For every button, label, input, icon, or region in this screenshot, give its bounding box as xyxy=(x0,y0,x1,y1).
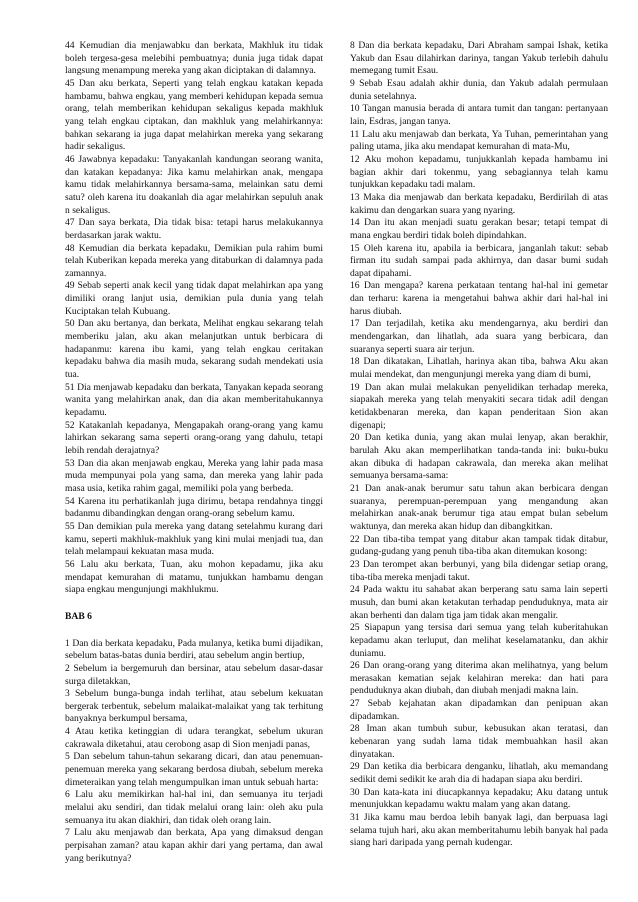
verse: 15 Oleh karena itu, apabila ia berbicara, janganlah takut: sebab firman itu sudah sampai pada akhirnya, dan dasar bumi sudah dapat dipahami. xyxy=(350,242,608,279)
verse: 23 Dan terompet akan berbunyi, yang bila didengar setiap orang, tiba-tiba mereka menjadi takut. xyxy=(350,558,608,583)
verse: 21 Dan anak-anak berumur satu tahun akan berbicara dengan suaranya, perempuan-perempuan yang mengandung akan melahirkan anak-anak berumur tiga atau empat bulan sebelum waktunya, dan mereka akan hidup dan dibangkitkan. xyxy=(350,482,608,532)
verse: 18 Dan dikatakan, Lihatlah, harinya akan tiba, bahwa Aku akan mulai mendekat, dan mengunjungi mereka yang diam di bumi, xyxy=(350,356,608,381)
chapter-6-verses xyxy=(65,638,323,866)
verse: 50 Dan aku bertanya, dan berkata, Melihat engkau sekarang telah memberiku jalan, aku akan melanjutkan untuk berbicara di hadapanmu: karena ibu kami, yang telah engkau ceritakan kepadaku bahwa dia masih muda, sekarang sudah mendekati usia tua. xyxy=(65,318,323,381)
verse: 13 Maka dia menjawab dan berkata kepadaku, Berdirilah di atas kakimu dan dengarkan suara yang nyaring. xyxy=(350,191,608,216)
verse: 11 Lalu aku menjawab dan berkata, Ya Tuhan, pemerintahan yang paling utama, jika aku mendapat kemurahan di mata-Mu, xyxy=(350,128,608,153)
verse: 14 Dan itu akan menjadi suatu gerakan besar; tetapi tempat di mana engkau berdiri tidak boleh dipindahkan. xyxy=(350,217,608,241)
verse: 6 Lalu aku memikirkan hal-hal ini, dan semuanya itu terjadi melalui aku sendiri, dan tidak melalui orang lain: oleh aku pula semuanya itu akan diakhiri, dan tidak oleh orang lain. xyxy=(65,789,323,826)
verse: 12 Aku mohon kepadamu, tunjukkanlah kepada hambamu ini bagian akhir dari tokenmu, yang sebagiannya telah kamu tunjukkan kepadaku tadi malam. xyxy=(350,153,608,191)
verse: 30 Dan kata-kata ini diucapkannya kepadaku; Aku datang untuk menunjukkan kepadamu waktu malam yang akan datang. xyxy=(350,786,608,811)
verse: 29 Dan ketika dia berbicara denganku, lihatlah, aku memandang sedikit demi sedikit ke arah dia di hadapan siapa aku berdiri. xyxy=(350,761,608,786)
chapter-5-verses xyxy=(65,40,323,597)
verse: 31 Jika kamu mau berdoa lebih banyak lagi, dan berpuasa lagi selama tujuh hari, aku akan memberitahumu lebih banyak hal pada siang hari daripada yang pernah kudengar. xyxy=(350,812,608,849)
verse: 20 Dan ketika dunia, yang akan mulai lenyap, akan berakhir, barulah Aku akan memperlihatkan tanda-tanda ini: buku-buku akan dibuka di hadapan cakrawala, dan mereka akan melihat semuanya bersama-sama: xyxy=(350,432,608,482)
verse: 52 Katakanlah kepadanya, Mengapakah orang-orang yang kamu lahirkan sekarang sama seperti orang-orang yang dahulu, tetapi lebih rendah derajatnya? xyxy=(65,419,323,456)
verse: 8 Dan dia berkata kepadaku, Dari Abraham sampai Ishak, ketika Yakub dan Esau dilahirkan darinya, tangan Yakub terlebih dahulu memegang tumit Esau. xyxy=(350,40,608,77)
verse: 56 Lalu aku berkata, Tuan, aku mohon kepadamu, jika aku mendapat kemurahan di matamu, tunjukkan hambamu dengan siapa engkau mengunjungi makhlukmu. xyxy=(65,558,323,596)
verse: 5 Dan sebelum tahun-tahun sekarang dicari, dan atau penemuan-penemuan mereka yang sekarang berdosa diubah, sebelum mereka dimeteraikan yang telah mengumpulkan iman untuk sebuah harta: xyxy=(65,751,323,788)
verse: 3 Sebelum bunga-bunga indah terlihat, atau sebelum kekuatan bergerak terbentuk, sebelum malaikat-malaikat yang tak terhitung banyaknya berkumpul bersama, xyxy=(65,688,323,725)
verse: 49 Sebab seperti anak kecil yang tidak dapat melahirkan apa yang dimiliki orang lanjut usia, demikian pula dunia yang telah Kuciptakan telah Kubuang. xyxy=(65,280,323,317)
verse: 47 Dan saya berkata, Dia tidak bisa: tetapi harus melakukannya berdasarkan jarak waktu. xyxy=(65,217,323,241)
verse: 48 Kemudian dia berkata kepadaku, Demikian pula rahim bumi telah Kuberikan kepada mereka yang ditaburkan di dalamnya pada zamannya. xyxy=(65,242,323,279)
verse: 28 Iman akan tumbuh subur, kebusukan akan teratasi, dan kebenaran yang sudah lama tidak membuahkan hasil akan dinyatakan. xyxy=(350,723,608,760)
verse: 27 Sebab kejahatan akan dipadamkan dan penipuan akan dipadamkan. xyxy=(350,698,608,722)
chapter-heading: BAB 6 xyxy=(65,610,92,622)
right-column xyxy=(350,40,608,902)
verse: 19 Dan akan mulai melakukan penyelidikan terhadap mereka, siapakah mereka yang telah menyakiti secara tidak adil dengan ketidakbenaran mereka, dan kapan penderitaan Sion akan digenapi; xyxy=(350,381,608,431)
verse: 4 Atau ketika ketinggian di udara terangkat, sebelum ukuran cakrawala diketahui, atau cerobong asap di Sion menjadi panas, xyxy=(65,726,323,750)
verse: 2 Sebelum ia bergemuruh dan bersinar, atau sebelum dasar-dasar surga diletakkan, xyxy=(65,662,323,687)
verse: 10 Tangan manusia berada di antara tumit dan tangan: pertanyaan lain, Esdras, jangan tanya. xyxy=(350,103,608,127)
verse: 24 Pada waktu itu sahabat akan berperang satu sama lain seperti musuh, dan bumi akan ketakutan terhadap penduduknya, mata air akan berhenti dan dalam tiga jam tidak akan mengalir. xyxy=(350,584,608,621)
verse: 53 Dan dia akan menjawab engkau, Mereka yang lahir pada masa muda mempunyai pola yang sama, dan mereka yang lahir pada masa usia, ketika rahim gagal, memiliki pola yang berbeda. xyxy=(65,457,323,494)
verse: 55 Dan demikian pula mereka yang datang setelahmu kurang dari kamu, seperti makhluk-makhluk yang kini mulai menjadi tua, dan telah melampaui kekuatan masa muda. xyxy=(65,520,323,558)
verse: 46 Jawabnya kepadaku: Tanyakanlah kandungan seorang wanita, dan katakan kepadanya: Jika kamu melahirkan anak, mengapa kamu tidak melahirkannya bersama-sama, melainkan satu demi satu? oleh karena itu doakanlah dia agar melahirkan sepuluh anak n sekaligus. xyxy=(65,153,323,216)
verse: 16 Dan mengapa? karena perkataan tentang hal-hal ini gemetar dan terharu: karena ia mengetahui bahwa akhir dari hal-hal ini harus diubah. xyxy=(350,280,608,317)
verse: 26 Dan orang-orang yang diterima akan melihatnya, yang belum merasakan kematian sejak kelahiran mereka: dan hati para penduduknya akan diubah, dan diubah menjadi makna lain. xyxy=(350,660,608,697)
verse: 17 Dan terjadilah, ketika aku mendengarnya, aku berdiri dan mendengarkan, dan lihatlah, ada suara yang berbicara, dan suaranya seperti suara air terjun. xyxy=(350,318,608,355)
left-column xyxy=(65,40,323,902)
verse: 44 Kemudian dia menjawabku dan berkata, Makhluk itu tidak boleh tergesa-gesa melebihi pembuatnya; dunia juga tidak dapat langsung menampung mereka yang akan diciptakan di dalamnya. xyxy=(65,40,323,77)
verse: 45 Dan aku berkata, Seperti yang telah engkau katakan kepada hambamu, bahwa engkau, yang memberi kehidupan kepada semua orang, telah memberikan kehidupan sekaligus kepada makhluk yang telah engkau ciptakan, dan makhluk yang melahirkannya: bahkan sekarang ia juga dapat melahirkan mereka yang sekarang hadir sekaligus. xyxy=(65,77,323,153)
verse: 51 Dia menjawab kepadaku dan berkata, Tanyakan kepada seorang wanita yang melahirkan anak, dan dia akan memberitahukannya kepadamu. xyxy=(65,381,323,419)
verse: 22 Dan tiba-tiba tempat yang ditabur akan tampak tidak ditabur, gudang-gudang yang penuh tiba-tiba akan ditemukan kosong: xyxy=(350,533,608,558)
verse: 54 Karena itu perhatikanlah juga dirimu, betapa rendahnya tinggi badanmu dibandingkan dengan orang-orang sebelum kamu. xyxy=(65,495,323,520)
verse: 7 Lalu aku menjawab dan berkata, Apa yang dimaksud dengan perpisahan zaman? atau kapan akhir dari yang pertama, dan awal yang berikutnya? xyxy=(65,827,323,864)
verse: 25 Siapapun yang tersisa dari semua yang telah kuberitahukan kepadamu akan terluput, dan melihat keselamatanku, dan akhir duniamu. xyxy=(350,622,608,659)
verse: 1 Dan dia berkata kepadaku, Pada mulanya, ketika bumi dijadikan, sebelum batas-batas dunia berdiri, atau sebelum angin bertiup, xyxy=(65,637,323,662)
verse: 9 Sebab Esau adalah akhir dunia, dan Yakub adalah permulaan dunia setelahnya. xyxy=(350,77,608,102)
